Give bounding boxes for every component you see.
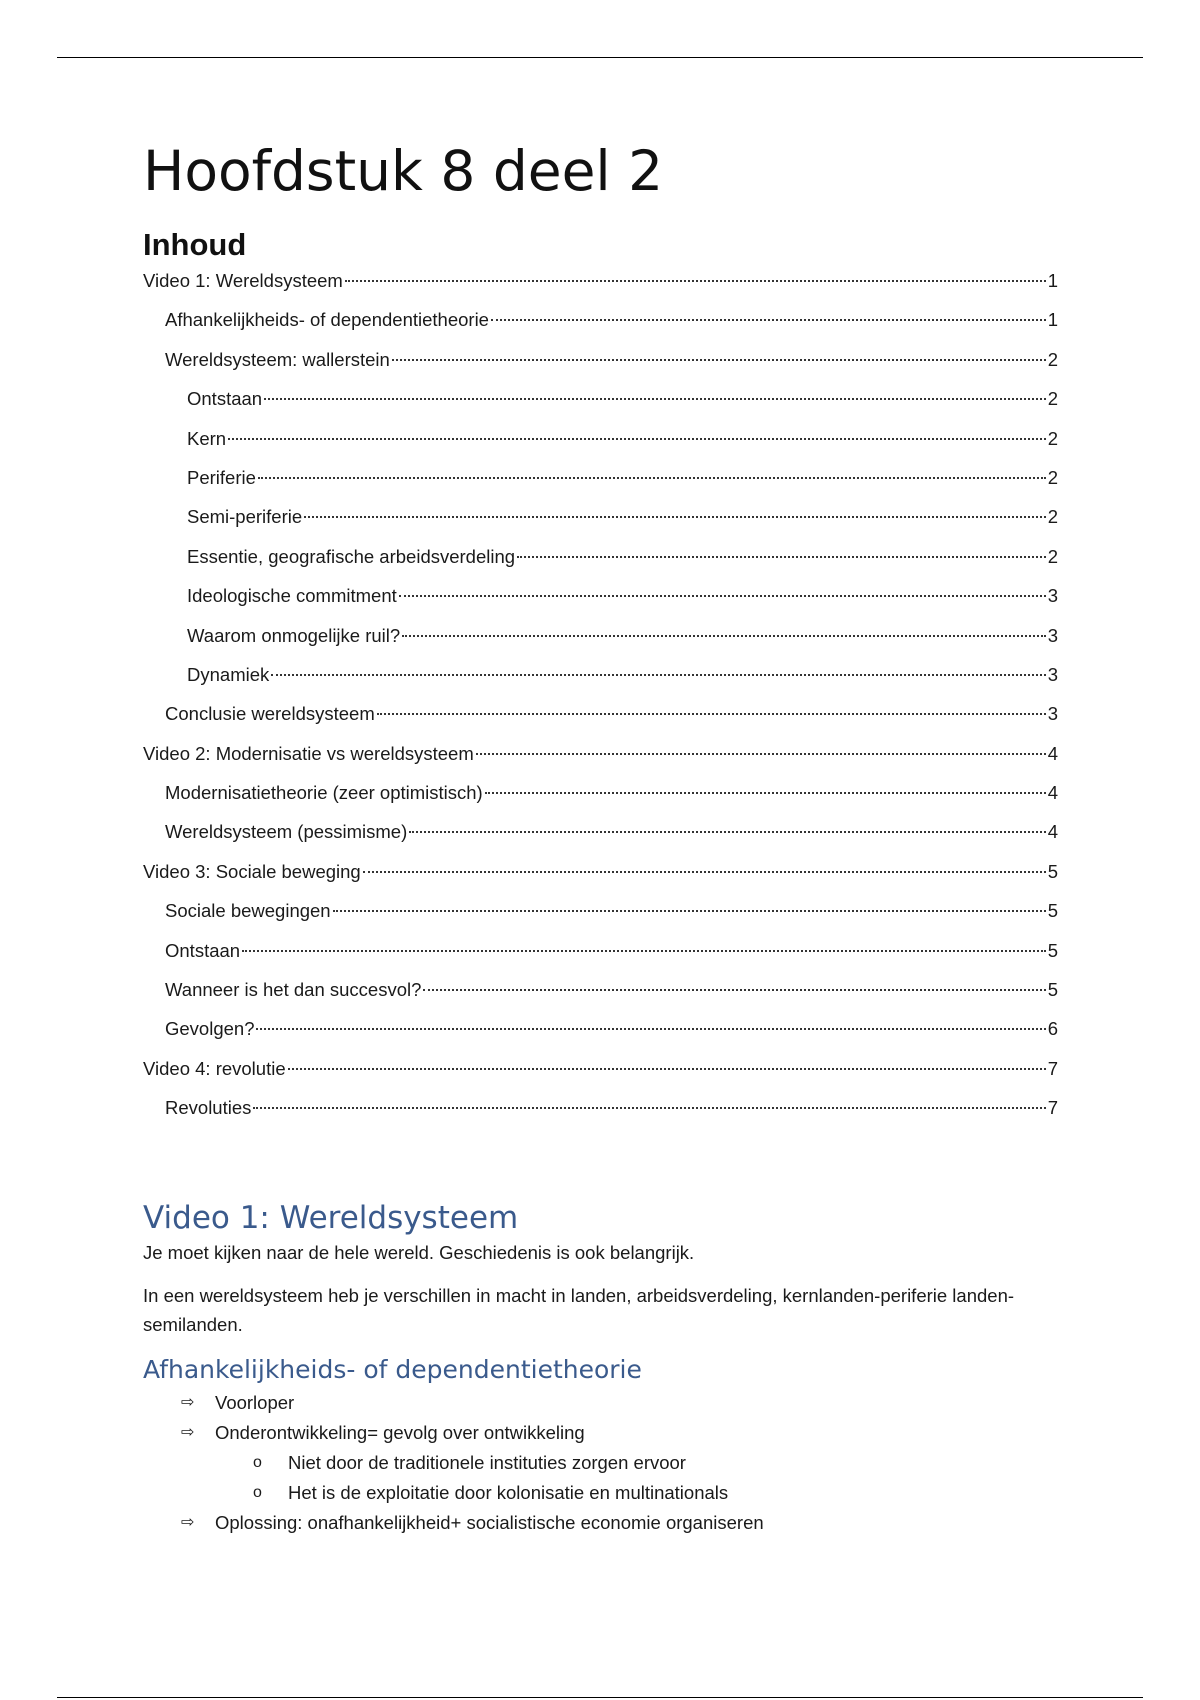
toc-entry-title: Essentie, geografische arbeidsverdeling (187, 545, 516, 567)
toc-entry-page: 3 (1047, 585, 1058, 607)
toc-entry-page: 3 (1047, 663, 1058, 685)
toc-entry-page: 2 (1047, 545, 1058, 567)
page-content (143, 130, 1058, 1538)
toc-entry[interactable] (143, 821, 1058, 860)
toc-entry-page: 3 (1047, 703, 1058, 725)
toc-entry-page: 2 (1047, 348, 1058, 370)
toc-dot-leader (409, 831, 1045, 833)
toc-dot-leader (485, 792, 1046, 794)
toc-entry-title: Revoluties (165, 1097, 252, 1119)
toc-dot-leader (363, 871, 1046, 873)
list-item: ⇨ Onderontwikkeling= gevolg over ontwikkeling (143, 1418, 1058, 1448)
list-item: o Niet door de traditionele instituties zorgen ervoor (143, 1448, 1058, 1478)
arrow-bullet-icon: ⇨ (181, 1513, 195, 1531)
toc-entry-title: Waarom onmogelijke ruil? (187, 624, 401, 646)
toc-dot-leader (253, 1107, 1045, 1109)
toc-entry-page: 5 (1047, 939, 1058, 961)
toc-entry-title: Video 1: Wereldsysteem (143, 270, 343, 291)
toc-heading: Inhoud (143, 227, 247, 262)
circle-bullet-icon: o (253, 1453, 262, 1471)
toc-entry-page: 6 (1047, 1018, 1058, 1040)
toc-entry[interactable] (143, 1097, 1058, 1136)
toc-entry-title: Ontstaan (187, 388, 263, 410)
toc-entry[interactable] (143, 625, 1058, 664)
toc-entry[interactable] (143, 546, 1058, 585)
toc-dot-leader (304, 516, 1046, 518)
toc-dot-leader (256, 1028, 1045, 1030)
toc-entry-title: Conclusie wereldsysteem (165, 703, 375, 725)
toc-entry-page: 2 (1047, 506, 1058, 528)
toc-entry-title: Video 3: Sociale beweging (143, 860, 361, 882)
toc-entry-title: Dynamiek (187, 663, 270, 685)
toc-entry[interactable] (143, 782, 1058, 821)
toc-entry-page: 7 (1047, 1097, 1058, 1119)
toc-entry-title: Kern (187, 427, 227, 449)
toc-entry-page: 5 (1047, 860, 1058, 882)
toc-entry-title: Video 4: revolutie (143, 1057, 286, 1079)
toc-dot-leader (402, 635, 1046, 637)
toc-entry[interactable] (143, 349, 1058, 388)
document-title: Hoofdstuk 8 deel 2 (143, 139, 664, 203)
toc-entry[interactable] (143, 664, 1058, 703)
toc-entry[interactable] (143, 900, 1058, 939)
toc-entry-title: Gevolgen? (165, 1018, 255, 1040)
toc-entry[interactable] (143, 428, 1058, 467)
toc-entry-page: 1 (1047, 270, 1058, 291)
footer-rule (57, 1697, 1143, 1698)
toc-entry-page: 4 (1047, 821, 1058, 843)
toc-entry-title: Wanneer is het dan succesvol? (165, 979, 422, 1001)
toc-dot-leader (345, 280, 1046, 282)
toc-entry[interactable] (143, 979, 1058, 1018)
toc-entry-title: Wereldsysteem (pessimisme) (165, 821, 408, 843)
list-item: ⇨ Voorloper (143, 1388, 1058, 1418)
subsection-heading-dependentietheorie: Afhankelijkheids- of dependentietheorie (143, 1354, 642, 1384)
toc-entry-title: Semi-periferie (187, 506, 303, 528)
paragraph: Je moet kijken naar de hele wereld. Geschiedenis is ook belangrijk. (143, 1241, 695, 1263)
toc-entry-page: 4 (1047, 782, 1058, 804)
toc-entry[interactable] (143, 506, 1058, 545)
toc-entry-page: 3 (1047, 624, 1058, 646)
toc-entry-title: Wereldsysteem: wallerstein (165, 348, 390, 370)
toc-dot-leader (377, 713, 1046, 715)
toc-entry-page: 1 (1047, 309, 1058, 331)
toc-entry[interactable] (143, 585, 1058, 624)
toc-dot-leader (392, 359, 1046, 361)
toc-entry[interactable] (143, 270, 1058, 309)
toc-entry-page: 7 (1047, 1057, 1058, 1079)
header-rule (57, 57, 1143, 58)
toc-dot-leader (288, 1068, 1046, 1070)
bullet-list (143, 1388, 1058, 1538)
arrow-bullet-icon: ⇨ (181, 1393, 195, 1411)
toc-entry-page: 2 (1047, 388, 1058, 410)
toc-entry-page: 2 (1047, 466, 1058, 488)
toc-entry-title: Video 2: Modernisatie vs wereldsysteem (143, 742, 474, 764)
toc-dot-leader (242, 950, 1046, 952)
list-item: ⇨ Oplossing: onafhankelijkheid+ socialistische economie organiseren (143, 1508, 1058, 1538)
arrow-bullet-icon: ⇨ (181, 1423, 195, 1441)
toc-entry-title: Afhankelijkheids- of dependentietheorie (165, 309, 489, 331)
toc-entry[interactable] (143, 1058, 1058, 1097)
toc-dot-leader (271, 674, 1045, 676)
toc-dot-leader (333, 910, 1046, 912)
toc-dot-leader (517, 556, 1046, 558)
toc-entry[interactable] (143, 940, 1058, 979)
toc-dot-leader (264, 398, 1046, 400)
toc-dot-leader (476, 753, 1046, 755)
toc-entry-title: Modernisatietheorie (zeer optimistisch) (165, 782, 483, 804)
list-item: o Het is de exploitatie door kolonisatie en multinationals (143, 1478, 1058, 1508)
toc-entry[interactable] (143, 388, 1058, 427)
paragraph: In een wereldsysteem heb je verschillen in macht in landen, arbeidsverdeling, kernlanden-periferie landen-semilanden. (143, 1284, 1015, 1335)
toc-dot-leader (423, 989, 1045, 991)
toc-dot-leader (491, 319, 1046, 321)
toc-entry[interactable] (143, 703, 1058, 742)
toc-entry-page: 5 (1047, 900, 1058, 922)
toc-entry[interactable] (143, 1018, 1058, 1057)
toc-entry[interactable] (143, 467, 1058, 506)
toc-dot-leader (228, 438, 1046, 440)
toc-entry-title: Ideologische commitment (187, 585, 397, 607)
toc-entry-title: Ontstaan (165, 939, 241, 961)
toc-entry-title: Sociale bewegingen (165, 900, 331, 922)
toc-entry-page: 5 (1047, 979, 1058, 1001)
toc-dot-leader (258, 477, 1046, 479)
toc-entry[interactable] (143, 309, 1058, 348)
table-of-contents (143, 270, 1058, 1137)
toc-entry-page: 4 (1047, 742, 1058, 764)
section-heading-video1: Video 1: Wereldsysteem (143, 1199, 519, 1236)
toc-entry-page: 2 (1047, 427, 1058, 449)
circle-bullet-icon: o (253, 1483, 262, 1501)
toc-entry-title: Periferie (187, 466, 256, 488)
toc-entry[interactable] (143, 861, 1058, 900)
toc-entry[interactable] (143, 743, 1058, 782)
toc-dot-leader (399, 595, 1046, 597)
